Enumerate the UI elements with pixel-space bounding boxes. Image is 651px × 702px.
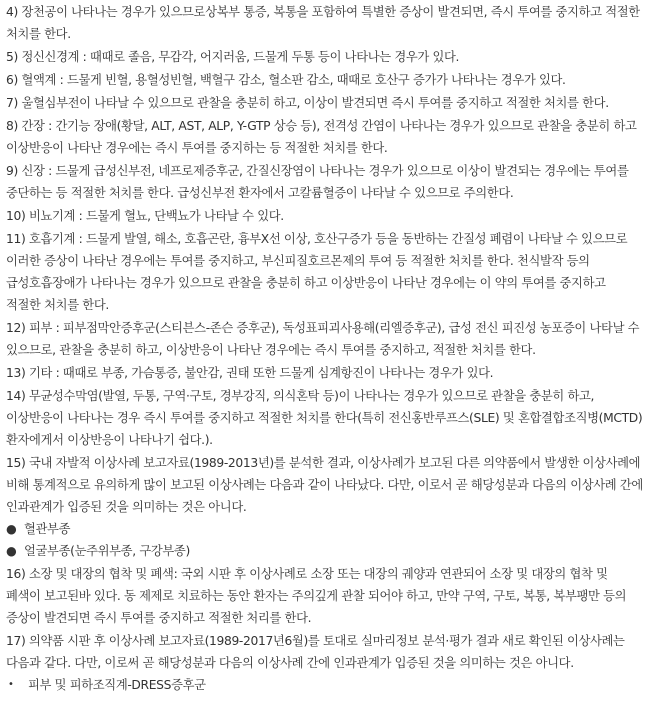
paragraph-7: 7) 울혈심부전이 나타날 수 있으므로 관찰을 충분히 하고, 이상이 발견되면 즉시 투여를 중지하고 적절한 처치를 한다. (6, 96, 609, 110)
bullet-glyph: ● (6, 522, 17, 536)
paragraph-15: 15) 국내 자발적 이상사례 보고자료(1989-2013년)를 분석한 결과, 이상사례가 보고된 다른 의약품에서 발생한 이상사례에 비해 통계적으로 유의하게 많이 보고된 이상사례는 다음과 같이 나타났다. 다만, 이로서 곧 해당성분과 다음의 이상사례 간에 인과관계가 입증된 것을 의미하는 것은 아니다. (6, 456, 643, 514)
paragraph-10: 10) 비뇨기계 : 드물게 혈뇨, 단백뇨가 나타날 수 있다. (6, 209, 284, 223)
list-item-facial-edema (6, 540, 643, 562)
paragraph-16: 16) 소장 및 대장의 협착 및 폐색: 국외 시판 후 이상사례로 소장 또는 대장의 궤양과 연관되어 소장 및 대장의 협착 및 폐색이 보고된바 있다. 동 제제로 치료하는 동안 환자는 주의깊게 관찰 되어야 하고, 만약 구역, 구토, 복통, 복부팽만 등의 증상이 발견되면 즉시 투여를 중지하고 적절한 처리를 한다. (6, 567, 627, 625)
paragraph-6: 6) 혈액계 : 드물게 빈혈, 용혈성빈혈, 백혈구 감소, 혈소판 감소, 때때로 호산구 증가가 나타나는 경우가 있다. (6, 73, 566, 87)
paragraph-9: 9) 신장 : 드물게 급성신부전, 네프로제증후군, 간질신장염이 나타나는 경우가 있으므로 이상이 발견되는 경우에는 투여를 중단하는 등 적절한 처치를 한다. 급성신부전 환자에서 고칼륨혈증이 나타날 수 있으므로 주의한다. (6, 164, 629, 200)
list-item-dress-syndrome (6, 674, 643, 696)
paragraph-8: 8) 간장 : 간기능 장애(황달, ALT, AST, ALP, Y-GTP 상승 등), 전격성 간염이 나타나는 경우가 있으므로 관찰을 충분히 하고 이상반응이 나타난 경우에는 즉시 투여를 중지하는 등 적절한 처치를 한다. (6, 119, 637, 155)
list-item-text: 얼굴부종(눈주위부종, 구강부종) (24, 544, 190, 558)
bullet-glyph: • (8, 679, 14, 690)
paragraph-11: 11) 호흡기계 : 드물게 발열, 해소, 호흡곤란, 흉부X선 이상, 호산구증가 등을 동반하는 간질성 폐렴이 나타날 수 있으므로 이러한 증상이 나타난 경우에는 투여를 중지하고, 부신피질호르몬제의 투여 등 적절한 처치를 한다. 천식발작 등의 급성호흡장애가 나타나는 경우가 있으므로 관찰을 충분히 하고 이상반응이 나타난 경우에는 이 약의 투여를 중지하고 적절한 처치를 한다. (6, 232, 628, 312)
paragraph-13: 13) 기타 : 때때로 부종, 가슴통증, 불안감, 권태 또한 드물게 심계항진이 나타나는 경우가 있다. (6, 366, 494, 380)
paragraph-5: 5) 정신신경계 : 때때로 졸음, 무감각, 어지러움, 드물게 두통 등이 나타나는 경우가 있다. (6, 50, 460, 64)
list-item-angioedema (6, 518, 643, 540)
paragraph-4: 4) 장천공이 나타나는 경우가 있으므로상복부 통증, 복통을 포함하여 특별한 증상이 발견되면, 즉시 투여를 중지하고 적절한 처치를 한다. (6, 5, 640, 41)
paragraph-17: 17) 의약품 시판 후 이상사례 보고자료(1989-2017년6월)를 토대로 실마리정보 분석·평가 결과 새로 확인된 이상사례는 다음과 같다. 다만, 이로써 곧 해당성분과 다음의 이상사례 간에 인과관계가 입증된 것을 의미하는 것은 아니다. (6, 634, 625, 670)
list-item-text: 피부 및 피하조직계-DRESS증후군 (28, 678, 206, 692)
list-item-text: 혈관부종 (24, 522, 71, 536)
paragraph-12: 12) 피부 : 피부점막안증후군(스티븐스-존슨 증후군), 독성표피괴사용해(리엘증후군), 급성 전신 피진성 농포증이 나타날 수 있으므로, 관찰을 충분히 하고, 이상반응이 나타난 경우에는 즉시 투여를 중지하고, 적절한 처치를 한다. (6, 321, 640, 357)
bullet-glyph: ● (6, 544, 17, 558)
paragraph-14: 14) 무균성수막염(발열, 두통, 구역·구토, 경부강직, 의식혼탁 등)이 나타나는 경우가 있으므로 관찰을 충분히 하고, 이상반응이 나타나는 경우 즉시 투여를 중지하고 적절한 처치를 한다(특히 전신홍반루프스(SLE) 및 혼합결합조직병(MCTD) 환자에게서 이상반응이 나타나기 쉽다.). (6, 389, 643, 447)
